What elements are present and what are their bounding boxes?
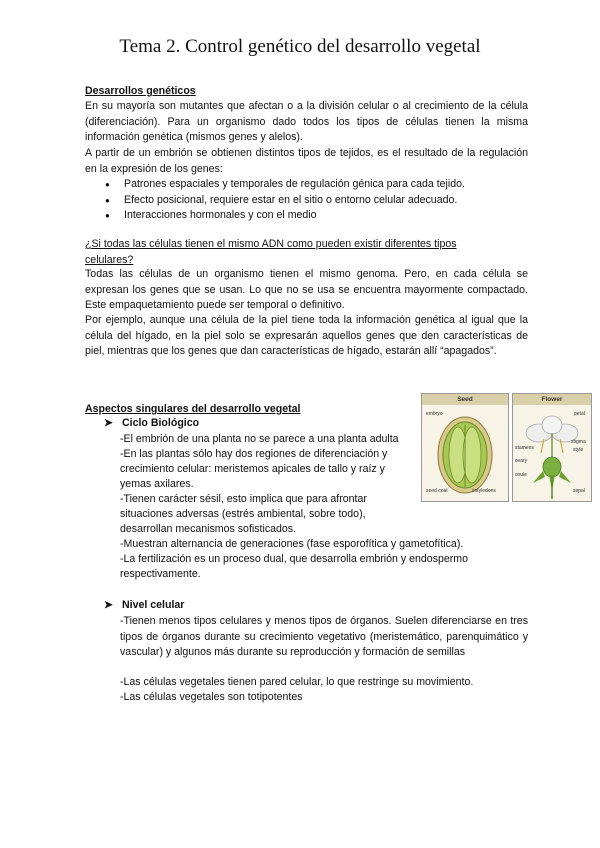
seed-illustration [422,405,508,501]
flower-illustration [513,405,591,501]
paragraph: -Tienen menos tipos celulares y menos tipos de órganos. Suelen diferenciarse en tres tipos de órganos durante su crecimiento vegetativo (meristemático, parenquimático y vascular) y algunos más durante su reproducción y formación de semillas [120,615,528,659]
label-seed-coat: seed coat [426,488,448,494]
text-line: situaciones adversas (estrés ambiental, sobre todo), [120,508,366,520]
text-line: -El embrión de una planta no se parece a una planta adulta [120,433,399,445]
text-line: -Tienen carácter sésil, esto implica que para afrontar [120,493,367,505]
list-item: ● Interacciones hormonales y con el medio [105,208,465,224]
label-embryo: embryo [426,411,443,417]
label-ovary: ovary [515,458,528,464]
seed-caption: Seed [422,394,508,405]
label-cotyledons: cotyledons [472,488,496,494]
label-petal: petal [574,411,585,417]
text-line: -Muestran alternancia de generaciones (fase esporofítica y gametofítica). [120,538,464,550]
subheading-label: Nivel celular [122,599,185,611]
flower-caption: Flower [513,394,591,405]
flower-diagram [512,393,592,502]
list-item: ● Efecto posicional, requiere estar en el sitio o entorno celular adecuado. [105,193,465,209]
text-line: -Las células vegetales son totipotentes [120,691,303,703]
text-line: -Las células vegetales tienen pared celular, lo que restringe su movimiento. [120,676,474,688]
subheading-nivel [104,599,184,611]
label-ovule: ovule [515,472,527,478]
text-line: respectivamente. [120,568,201,580]
text-line: yemas axilares. [120,478,194,490]
label-stamens: stamens [515,445,534,451]
text-line: desarrollan mecanismos sofisticados. [120,523,297,535]
text-line: -En las plantas sólo hay dos regiones de diferenciación y [120,448,388,460]
question-heading: ¿Si todas las células tienen el mismo ADN como pueden existir diferentes tipos celulares? [85,238,457,266]
page-title: Tema 2. Control genético del desarrollo vegetal [119,36,481,57]
paragraph: En su mayoría son mutantes que afectan o a la división celular o al crecimiento de la célula (diferenciación). Para un organismo dado todos los tipos de células tienen la misma información genética (mismos genes y alelos). [85,100,528,144]
subheading-ciclo [104,417,199,429]
bullet-list [105,177,465,224]
arrow-icon: ➤ [104,599,113,611]
label-sepal: sepal [573,488,585,494]
arrow-icon: ➤ [104,417,113,429]
list-item: ● Patrones espaciales y temporales de regulación génica para cada tejido. [105,177,465,193]
section-heading-aspectos: Aspectos singulares del desarrollo vegetal [85,403,301,415]
section-heading-desarrollos: Desarrollos genéticos [85,85,196,97]
label-stigma: stigma [571,439,586,445]
paragraph: Todas las células de un organismo tienen el mismo genoma. Pero, en cada célula se expresan los genes que se usan. Lo que no se usa se encuentra mayormente compactado. Este empaquetamiento puede ser temporal o definitivo. [85,268,528,312]
subheading-label: Ciclo Biológico [122,417,200,429]
paragraph: Por ejemplo, aunque una célula de la piel tiene toda la información genética al igual que la célula del hígado, en la piel solo se expresarán aquellos genes que den características de piel, mientras que los genes que dan características de hígado, estarán allí “apagados”. [85,314,528,358]
text-line: -La fertilización es un proceso dual, que desarrolla embrión y endospermo [120,553,469,565]
label-style: style [573,447,584,453]
seed-diagram [421,393,509,502]
text-line: crecimiento celular: meristemos apicales de tallo y raíz y [120,463,385,475]
paragraph: A partir de un embrión se obtienen distintos tipos de tejidos, es el resultado de la regulación en la expresión de los genes: [85,147,528,175]
